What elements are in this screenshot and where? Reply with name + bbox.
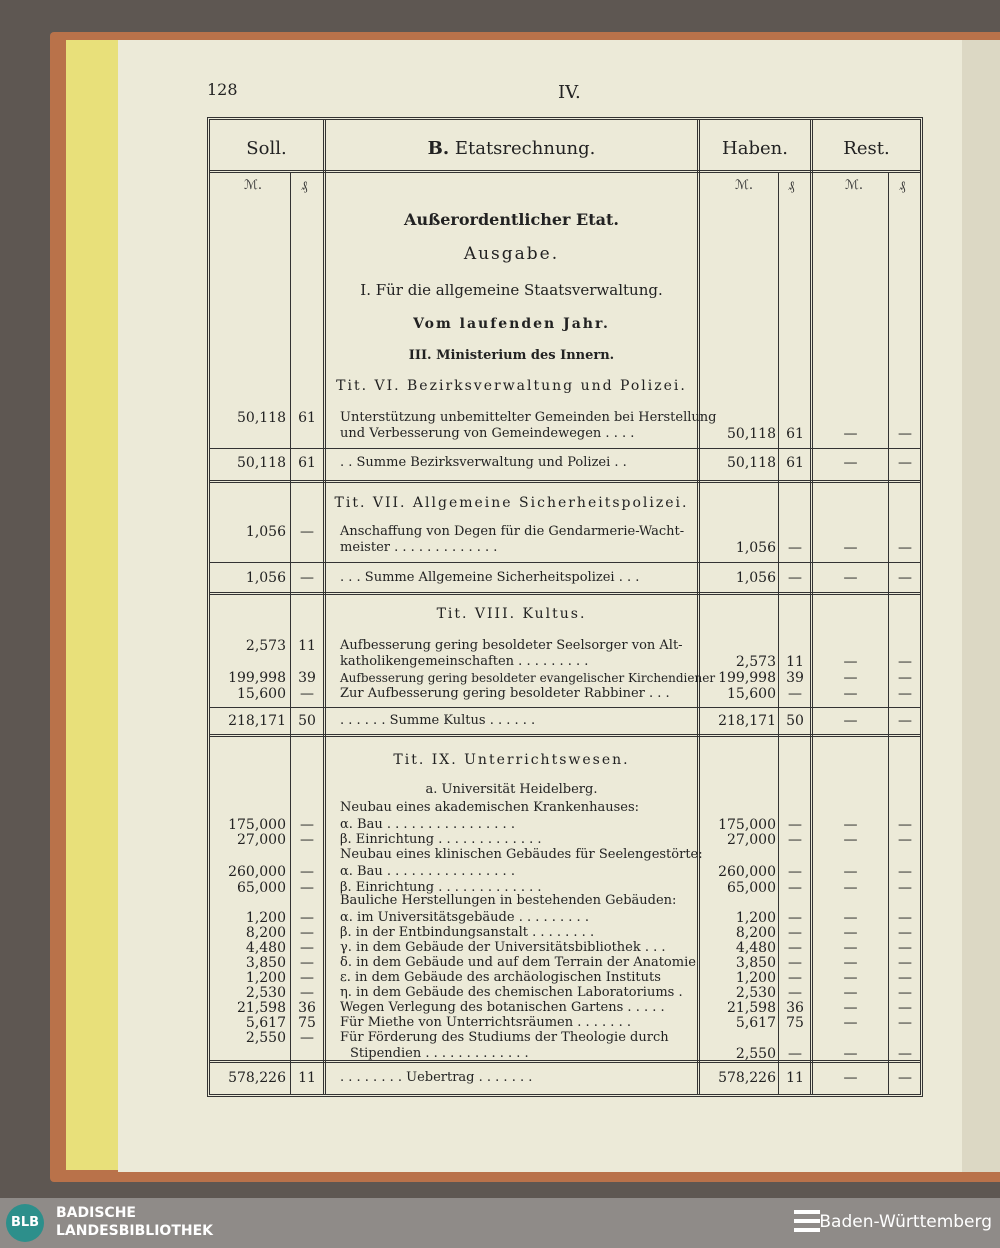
footer-bar — [0, 1198, 1000, 1248]
row-haben: 199,998 — [718, 670, 776, 686]
total-text: . . . . . . . . Uebertrag . . . . . . . — [340, 1070, 533, 1085]
total-haben: 578,226 — [718, 1070, 776, 1086]
row-soll: 5,617 — [245, 1015, 286, 1031]
total-haben-pf: 11 — [786, 1070, 804, 1086]
title-letter: B. — [427, 138, 450, 159]
row-haben-pf: — — [788, 540, 802, 556]
row-text: β. Einrichtung . . . . . . . . . . . . . — [340, 880, 542, 895]
sum-rest: — — [843, 713, 858, 729]
row-soll: 3,850 — [245, 955, 286, 971]
row-text: α. Bau . . . . . . . . . . . . . . . . — [340, 864, 515, 879]
row-haben-pf: — — [788, 970, 802, 986]
row-haben-pf: 11 — [786, 654, 804, 670]
row-rest-pf: — — [898, 985, 912, 1001]
row-soll-pf: 61 — [298, 410, 316, 426]
row-soll: 21,598 — [237, 1000, 286, 1016]
row-haben: 4,480 — [735, 940, 776, 956]
blb-name-line2: LANDESBIBLIOTHEK — [56, 1223, 214, 1239]
heading-jahr: Vom laufenden Jahr. — [413, 316, 610, 332]
row-haben: 5,617 — [735, 1015, 776, 1031]
row-rest: — — [843, 985, 858, 1001]
row-soll-pf: — — [300, 832, 314, 848]
sum-rest-pf: — — [898, 713, 912, 729]
sum-text: . . . . . . Summe Kultus . . . . . . — [340, 713, 536, 728]
row-text-cont: meister . . . . . . . . . . . . . — [340, 540, 498, 555]
heading-tit7: Tit. VII. Allgemeine Sicherheitspolizei. — [334, 495, 689, 511]
row-haben-pf: 36 — [786, 1000, 804, 1016]
row-haben: 1,200 — [735, 910, 776, 926]
row-rest: — — [843, 864, 858, 880]
row-haben-pf: — — [788, 880, 802, 896]
row-rest: — — [843, 832, 858, 848]
row-soll-pf: 75 — [298, 1015, 316, 1031]
row-rest-pf: — — [898, 880, 912, 896]
row-rest: — — [843, 1015, 858, 1031]
sum-soll: 218,171 — [228, 713, 286, 729]
sum-soll: 1,056 — [245, 570, 286, 586]
row-soll: 4,480 — [245, 940, 286, 956]
row-soll: 2,550 — [245, 1030, 286, 1046]
row-text: η. in dem Gebäude des chemischen Laboratoriums . — [340, 985, 683, 1000]
sum-rest-pf: — — [898, 570, 912, 586]
row-soll-pf: — — [300, 925, 314, 941]
row-haben-pf: 39 — [786, 670, 804, 686]
row-haben: 1,200 — [735, 970, 776, 986]
row-rest-pf: — — [898, 910, 912, 926]
row-text: Für Miethe von Unterrichtsräumen . . . . . . . — [340, 1015, 631, 1030]
row-rest: — — [843, 910, 858, 926]
chapter-number: IV. — [558, 82, 581, 103]
total-rest: — — [843, 1070, 858, 1086]
heading-uni: a. Universität Heidelberg. — [425, 782, 598, 797]
row-rest-pf: — — [898, 1015, 912, 1031]
haben-header: Haben. — [722, 138, 788, 159]
row-haben-pf: — — [788, 817, 802, 833]
row-haben-pf: — — [788, 940, 802, 956]
row-rest-pf: — — [898, 540, 912, 556]
blb-name-line1: BADISCHE — [56, 1205, 136, 1221]
row-soll-pf: — — [300, 686, 314, 702]
lions-icon — [792, 1206, 822, 1240]
row-text: Wegen Verlegung des botanischen Gartens . . . . . — [340, 1000, 665, 1015]
row-soll: 1,056 — [245, 524, 286, 540]
row-rest: — — [843, 426, 858, 442]
row-rest: — — [843, 1046, 858, 1062]
sum-soll-pf: 50 — [298, 713, 316, 729]
row-rest: — — [843, 880, 858, 896]
row-soll-pf: — — [300, 910, 314, 926]
sum-haben: 218,171 — [718, 713, 776, 729]
row-rest-pf: — — [898, 1046, 912, 1062]
row-haben-pf: — — [788, 1046, 802, 1062]
row-haben: 8,200 — [735, 925, 776, 941]
row-soll: 175,000 — [228, 817, 286, 833]
row-soll-pf: — — [300, 524, 314, 540]
row-rest-pf: — — [898, 654, 912, 670]
sum-text: . . Summe Bezirksverwaltung und Polizei . . — [340, 455, 627, 470]
rest-pf-header: ₰ — [899, 179, 906, 194]
total-soll-pf: 11 — [298, 1070, 316, 1086]
heading-ministerium: III. Ministerium des Innern. — [408, 348, 615, 363]
subheading-bau: Bauliche Herstellungen in bestehenden Gebäuden: — [340, 893, 677, 908]
row-rest: — — [843, 955, 858, 971]
rest-mark-header: ℳ. — [845, 178, 864, 193]
row-haben-pf: — — [788, 955, 802, 971]
heading-tit9: Tit. IX. Unterrichtswesen. — [393, 752, 630, 768]
row-soll: 1,200 — [245, 910, 286, 926]
row-haben: 1,056 — [735, 540, 776, 556]
total-rest-pf: — — [898, 1070, 912, 1086]
soll-mark-header: ℳ. — [244, 178, 263, 193]
row-rest-pf: — — [898, 670, 912, 686]
sum-rest: — — [843, 570, 858, 586]
row-soll-pf: — — [300, 955, 314, 971]
blb-logo[interactable]: BLB — [6, 1204, 44, 1242]
soll-pf-header: ₰ — [301, 179, 308, 194]
sum-soll-pf: — — [300, 570, 314, 586]
etatsrechnung-header — [326, 138, 697, 159]
row-haben: 175,000 — [718, 817, 776, 833]
row-text: α. Bau . . . . . . . . . . . . . . . . — [340, 817, 515, 832]
sum-haben-pf: 50 — [786, 713, 804, 729]
row-soll-pf: — — [300, 817, 314, 833]
row-text: α. im Universitätsgebäude . . . . . . . . . — [340, 910, 589, 925]
subheading-krankenhaus: Neubau eines akademischen Krankenhauses: — [340, 800, 640, 815]
row-text: Unterstützung unbemittelter Gemeinden bei Herstellung — [340, 410, 717, 425]
sum-rest-pf: — — [898, 455, 912, 471]
haben-pf-header: ₰ — [788, 179, 795, 194]
row-soll-pf: 39 — [298, 670, 316, 686]
row-rest: — — [843, 970, 858, 986]
row-soll: 199,998 — [228, 670, 286, 686]
soll-header: Soll. — [246, 138, 287, 159]
row-rest-pf: — — [898, 817, 912, 833]
row-soll: 65,000 — [237, 880, 286, 896]
sum-haben: 1,056 — [735, 570, 776, 586]
row-rest: — — [843, 654, 858, 670]
row-haben-pf: — — [788, 925, 802, 941]
row-haben: 260,000 — [718, 864, 776, 880]
row-haben-pf: — — [788, 832, 802, 848]
row-soll: 260,000 — [228, 864, 286, 880]
row-haben: 3,850 — [735, 955, 776, 971]
row-rest: — — [843, 940, 858, 956]
row-soll-pf: — — [300, 864, 314, 880]
row-rest-pf: — — [898, 940, 912, 956]
subheading-klinik: Neubau eines klinischen Gebäudes für Seelengestörte: — [340, 847, 703, 862]
heading-ausgabe: Ausgabe. — [463, 244, 560, 264]
row-text: Aufbesserung gering besoldeter evangelischer Kirchendiener — [340, 671, 716, 685]
sum-haben: 50,118 — [727, 455, 776, 471]
row-rest: — — [843, 686, 858, 702]
sum-rest: — — [843, 455, 858, 471]
ledger-table — [207, 117, 923, 1097]
row-rest: — — [843, 925, 858, 941]
row-text: β. Einrichtung . . . . . . . . . . . . . — [340, 832, 542, 847]
row-text: Aufbesserung gering besoldeter Seelsorger von Alt- — [340, 638, 683, 653]
row-soll-pf: 36 — [298, 1000, 316, 1016]
row-soll: 2,573 — [245, 638, 286, 654]
row-haben: 27,000 — [727, 832, 776, 848]
total-soll: 578,226 — [228, 1070, 286, 1086]
row-text: ε. in dem Gebäude des archäologischen Instituts — [340, 970, 661, 985]
heading-section: I. Für die allgemeine Staatsverwaltung. — [360, 281, 663, 299]
row-rest: — — [843, 817, 858, 833]
page-number: 128 — [207, 80, 238, 99]
row-haben: 2,573 — [735, 654, 776, 670]
row-soll-pf: 11 — [298, 638, 316, 654]
row-soll: 1,200 — [245, 970, 286, 986]
row-rest: — — [843, 540, 858, 556]
row-rest: — — [843, 1000, 858, 1016]
row-soll: 50,118 — [237, 410, 286, 426]
row-haben: 21,598 — [727, 1000, 776, 1016]
row-haben-pf: — — [788, 864, 802, 880]
row-rest-pf: — — [898, 426, 912, 442]
row-soll-pf: — — [300, 985, 314, 1001]
row-soll-pf: — — [300, 940, 314, 956]
row-soll-pf: — — [300, 880, 314, 896]
row-soll: 27,000 — [237, 832, 286, 848]
facing-page — [962, 40, 1000, 1172]
state-name[interactable]: Baden-Württemberg — [819, 1212, 992, 1232]
row-rest-pf: — — [898, 955, 912, 971]
blb-name[interactable] — [56, 1204, 213, 1240]
row-text-cont: Stipendien . . . . . . . . . . . . . — [350, 1046, 529, 1061]
row-text: Zur Aufbesserung gering besoldeter Rabbiner . . . — [340, 686, 670, 701]
row-text-cont: und Verbesserung von Gemeindewegen . . . . — [340, 426, 635, 441]
heading-tit6: Tit. VI. Bezirksverwaltung und Polizei. — [336, 378, 687, 394]
rest-header: Rest. — [843, 138, 890, 159]
row-haben: 65,000 — [727, 880, 776, 896]
row-soll-pf: — — [300, 970, 314, 986]
sum-soll: 50,118 — [237, 455, 286, 471]
row-rest-pf: — — [898, 970, 912, 986]
row-soll: 15,600 — [237, 686, 286, 702]
row-text: Anschaffung von Degen für die Gendarmerie-Wacht- — [340, 524, 685, 539]
row-haben-pf: — — [788, 910, 802, 926]
row-rest-pf: — — [898, 686, 912, 702]
row-text-cont: katholikengemeinschaften . . . . . . . . . — [340, 654, 589, 669]
row-haben: 15,600 — [727, 686, 776, 702]
row-haben-pf: — — [788, 686, 802, 702]
row-haben: 2,530 — [735, 985, 776, 1001]
sum-soll-pf: 61 — [298, 455, 316, 471]
sum-haben-pf: — — [788, 570, 802, 586]
sum-haben-pf: 61 — [786, 455, 804, 471]
haben-mark-header: ℳ. — [735, 178, 754, 193]
row-haben: 2,550 — [735, 1046, 776, 1062]
heading-etat: Außerordentlicher Etat. — [404, 210, 619, 229]
row-text: β. in der Entbindungsanstalt . . . . . . . . — [340, 925, 595, 940]
row-rest: — — [843, 670, 858, 686]
row-rest-pf: — — [898, 925, 912, 941]
row-rest-pf: — — [898, 832, 912, 848]
heading-tit8: Tit. VIII. Kultus. — [436, 606, 587, 622]
row-haben-pf: — — [788, 985, 802, 1001]
row-soll: 2,530 — [245, 985, 286, 1001]
row-soll: 8,200 — [245, 925, 286, 941]
row-text: Für Förderung des Studiums der Theologie durch — [340, 1030, 669, 1045]
row-text: δ. in dem Gebäude und auf dem Terrain der Anatomie — [340, 955, 696, 970]
row-text: γ. in dem Gebäude der Universitätsbibliothek . . . — [340, 940, 666, 955]
row-haben-pf: 61 — [786, 426, 804, 442]
title-text: Etatsrechnung. — [454, 138, 596, 159]
row-haben: 50,118 — [727, 426, 776, 442]
row-rest-pf: — — [898, 864, 912, 880]
row-soll-pf: — — [300, 1030, 314, 1046]
row-haben-pf: 75 — [786, 1015, 804, 1031]
sum-text: . . . Summe Allgemeine Sicherheitspolizei . . . — [340, 570, 640, 585]
row-rest-pf: — — [898, 1000, 912, 1016]
